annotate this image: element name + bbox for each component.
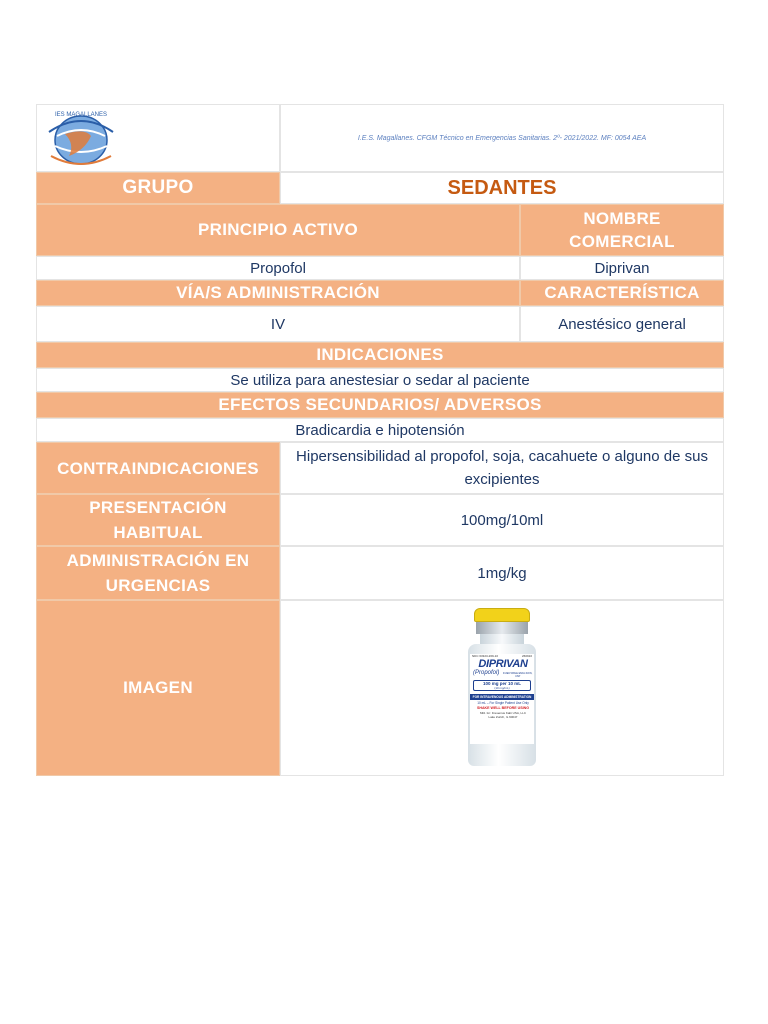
comercial-label: NOMBRE COMERCIAL <box>520 204 724 256</box>
header-caption: I.E.S. Magallanes. CFGM Técnico en Emergencias Sanitarias. 2º- 2021/2022. MF: 0054 AEA <box>357 134 647 142</box>
logo-cell <box>36 104 280 172</box>
efectos-value: Bradicardia e hipotensión <box>36 418 724 442</box>
principio-value: Propofol <box>36 256 520 280</box>
vial-cap <box>474 608 530 622</box>
presentacion-label: PRESENTACIÓN HABITUAL <box>36 494 280 546</box>
caracteristica-label: CARACTERÍSTICA <box>520 280 724 306</box>
presentacion-value: 100mg/10ml <box>280 494 724 546</box>
grupo-value: SEDANTES <box>280 172 724 204</box>
svg-text:IES MAGALLANES: IES MAGALLANES <box>55 112 108 118</box>
comercial-value: Diprivan <box>520 256 724 280</box>
grupo-label: GRUPO <box>36 172 280 204</box>
vial-label: NDC 63323-269-10 260910 DIPRIVAN (Propofol) INJECTABLE EMULSION, USP 100 mg per 10 mL (10 mg/mL) FOR INTRAVENOUS ADMINISTRATION 10 mL – For Single Patient Use Only SHAKE WELL BEFORE USING Mfd. for: Fresenius Kabi USA, LLC Lake Zurich, IL 60047 <box>470 654 534 744</box>
imagen-cell <box>280 600 724 776</box>
principio-label: PRINCIPIO ACTIVO <box>36 204 520 256</box>
globe-logo-icon <box>45 106 117 170</box>
vial-body <box>468 644 536 766</box>
via-value: IV <box>36 306 520 342</box>
imagen-label: IMAGEN <box>36 600 280 776</box>
indicaciones-label: INDICACIONES <box>36 342 724 368</box>
header-caption-cell <box>280 104 724 172</box>
drug-sheet <box>36 104 724 776</box>
contra-label: CONTRAINDICACIONES <box>36 442 280 494</box>
urgencias-label: ADMINISTRACIÓN EN URGENCIAS <box>36 546 280 600</box>
urgencias-value: 1mg/kg <box>280 546 724 600</box>
via-label: VÍA/S ADMINISTRACIÓN <box>36 280 520 306</box>
efectos-label: EFECTOS SECUNDARIOS/ ADVERSOS <box>36 392 724 418</box>
caracteristica-value: Anestésico general <box>520 306 724 342</box>
vial-crimp <box>476 622 528 634</box>
indicaciones-value: Se utiliza para anestesiar o sedar al paciente <box>36 368 724 392</box>
contra-value: Hipersensibilidad al propofol, soja, cacahuete o alguno de sus excipientes <box>280 442 724 494</box>
diprivan-vial-image <box>466 608 538 768</box>
